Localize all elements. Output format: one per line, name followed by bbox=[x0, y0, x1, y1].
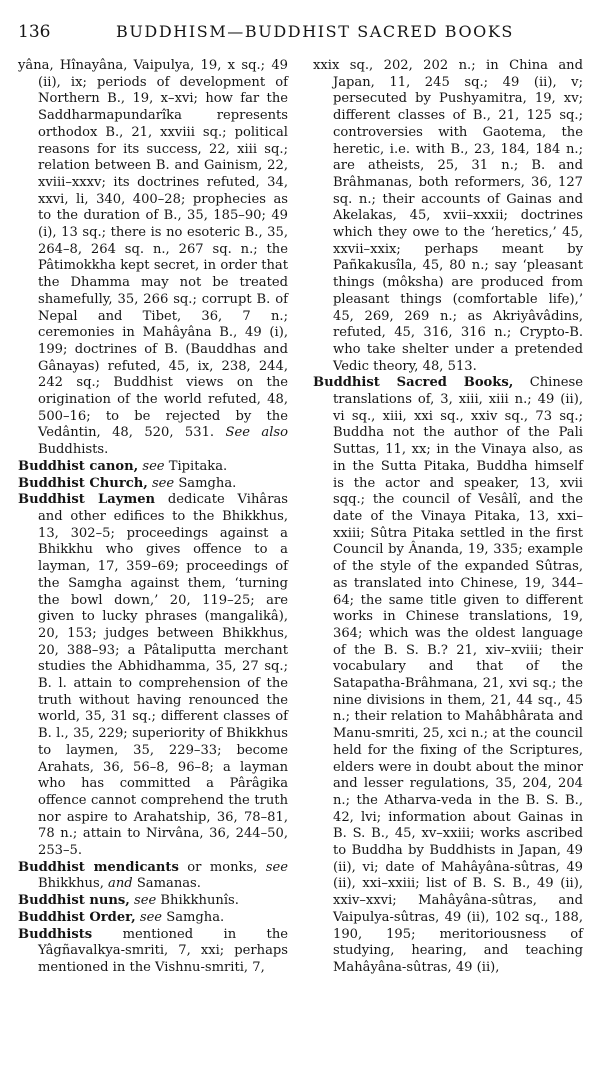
index-entry bbox=[18, 58, 288, 459]
entry-text: Bhikkhunîs. bbox=[156, 893, 239, 909]
entry-text: yâna, Hînayâna, Vaipulya, 19, x sq.; 49 (ii), ix; periods of development of Northern B., 19, x–xvi; how far the Saddharmapundarîka represents orthodox B., 21, xxviii sq.; political reasons for its success, 22, xiii sq.; relation between B. and Gainism, 22, xviii–xxxv; its doctrines refuted, 34, xxvi, li, 340, 400–28; prophecies as to the duration of B., 35, 185–90; 49 (i), 13 sq.; there is no esoteric B., 35, 264–8, 264 sq. n., 267 sq. n.; the Pâtimokkha kept secret, in order that the Dhamma may not be treated shamefully, 35, 266 sq.; corrupt B. of Nepal and Tibet, 36, 7 n.; ceremonies in Mahâyâna B., 49 (i), 199; doctrines of B. (Bauddhas and Gânayas) refuted, 45, ix, 238, 244, 242 sq.; Buddhist views on the origination of the world refuted, 48, 500–16; to be rejected by the Vedântin, 48, 520, 531. bbox=[18, 58, 288, 441]
page-header bbox=[18, 22, 592, 46]
cross-reference-word: see bbox=[151, 475, 175, 491]
index-column-left bbox=[18, 58, 288, 977]
page-number: 136 bbox=[18, 22, 51, 42]
entry-text: Buddhists. bbox=[38, 442, 109, 458]
entry-text: Samgha. bbox=[174, 475, 237, 491]
entry-heading: Buddhist Sacred Books, bbox=[313, 375, 514, 391]
entry-text: Samanas. bbox=[132, 876, 201, 892]
entry-text: Samgha. bbox=[162, 909, 225, 925]
cross-reference-word: see bbox=[134, 893, 157, 909]
index-column-right bbox=[313, 58, 583, 977]
entry-text: Chinese translations of, 3, xiii, xiii n.; 49 (ii), vi sq., xiii, xxi sq., xxiv sq., 73 sq.; Buddha not the author of the Pali Suttas, 11, xx; in the Vinaya also, as in the Sutta Pitaka, Buddha himself is the actor and speaker, 13, xvii sqq.; the council of Vesâlî, and the date of the Vinaya Pitaka, 13, xxi–xxiii; Sûtra Pitaka settled in the first Council by Ânanda, 19, 335; example of the style of the expanded Sûtras, as translated into Chinese, 19, 344–64; the same title given to different works in Chinese translations, 19, 364; which was the oldest language of the B. S. B.? 21, xiv–xviii; their vocabulary and that of the Satapatha-Brâhmana, 21, xvi sq.; the nine divisions in them, 21, 44 sq., 45 n.; their relation to Mahâbhârata and Manu-smriti, 25, xci n.; at the council held for the fixing of the Scriptures, elders were in doubt about the minor and lesser regulations, 35, 204, 204 n.; the Atharva-veda in the B. S. B., 42, lvi; information about Gainas in B. S. B., 45, xv–xxiii; works ascribed to Buddha by Buddhists in Japan, 49 (ii), vi; date of Mahâyâna-sûtras, 49 (ii), xxi–xxiii; list of B. S. B., 49 (ii), xxiv–xxvi; Mahâyâna-sûtras, and Vaipulya-sûtras, 49 (ii), 102 sq., 188, 190, 195; meritoriousness of studying, hearing, and teaching Mahâyâna-sûtras, 49 (ii), bbox=[333, 375, 584, 975]
cross-reference-word: see bbox=[142, 458, 165, 474]
cross-reference-word: and bbox=[108, 876, 133, 892]
index-entry bbox=[18, 860, 288, 893]
cross-reference-word: See also bbox=[225, 425, 288, 441]
entry-heading: Buddhist nuns, bbox=[18, 893, 130, 909]
entry-heading: Buddhist canon, bbox=[18, 458, 139, 474]
index-entry bbox=[18, 893, 288, 910]
running-title: BUDDHISM—BUDDHIST SACRED BOOKS bbox=[115, 22, 514, 41]
cross-reference-word: see bbox=[265, 859, 288, 875]
index-entry bbox=[18, 459, 288, 476]
cross-reference-word: see bbox=[139, 909, 163, 925]
index-entry bbox=[18, 910, 288, 927]
entry-heading: Buddhist Church, bbox=[18, 475, 148, 491]
entry-text: or monks, bbox=[178, 859, 266, 875]
entry-text: xxix sq., 202, 202 n.; in China and Japan, 11, 245 sq.; 49 (ii), v; persecuted by Pushyamitra, 19, xv; different classes of B., 21, 125 sq.; controversies with Gaotema, the heretic, i.e. with B., 23, 184, 184 n.; are atheists, 25, 31 n.; B. and Brâhmanas, both reformers, 36, 127 sq. n.; their accounts of Gainas and Akelakas, 45, xvii–xxxii; doctrines which they owe to the ‘heretics,’ 45, xxvii–xxix; perhaps meant by Pañkakusîla, 45, 80 n.; say ‘pleasant things (môksha) are produced from pleasant things (comfortable life),’ 45, 269, 269 n.; as Akriyâvâdins, refuted, 45, 316, 316 n.; Crypto-B. who take shelter under a pretended Vedic theory, 48, 513. bbox=[313, 58, 583, 374]
entry-text: Bhikkhus, bbox=[38, 876, 109, 892]
index-entry bbox=[18, 927, 288, 977]
entry-text: Tipitaka. bbox=[164, 458, 228, 474]
index-entry bbox=[18, 492, 288, 859]
entry-heading: Buddhist mendicants bbox=[18, 859, 179, 875]
index-entry bbox=[313, 375, 583, 976]
index-entry bbox=[313, 58, 583, 375]
entry-text: dedicate Vihâras and other edifices to the Bhikkhus, 13, 302–5; proceedings against a Bhikkhu who gives offence to a layman, 17, 359–69; proceedings of the Samgha against them, ‘turning the bowl down,’ 20, 119–25; are given to lucky phrases (mangalikâ), 20, 153; judges between Bhikkhus, 20, 388–93; a Pâtaliputta merchant studies the Abhidhamma, 35, 27 sq.; B. l. attain to comprehension of the truth without having renounced the world, 35, 31 sq.; different classes of B. l., 35, 229; superiority of Bhikkhus to laymen, 35, 229–33; become Arahats, 36, 56–8, 96–8; a layman who has committed a Pârâgika offence cannot comprehend the truth nor aspire to Arahatship, 36, 78–81, 78 n.; attain to Nirvâna, 36, 244–50, 253–5. bbox=[38, 492, 288, 859]
entry-heading: Buddhists bbox=[18, 926, 93, 942]
entry-heading: Buddhist Laymen bbox=[18, 492, 156, 508]
entry-heading: Buddhist Order, bbox=[18, 909, 136, 925]
index-entry bbox=[18, 476, 288, 493]
entry-text: mentioned in the Yâgñavalkya-smriti, 7, xxi; perhaps mentioned in the Vishnu-smriti, 7, bbox=[38, 926, 288, 975]
